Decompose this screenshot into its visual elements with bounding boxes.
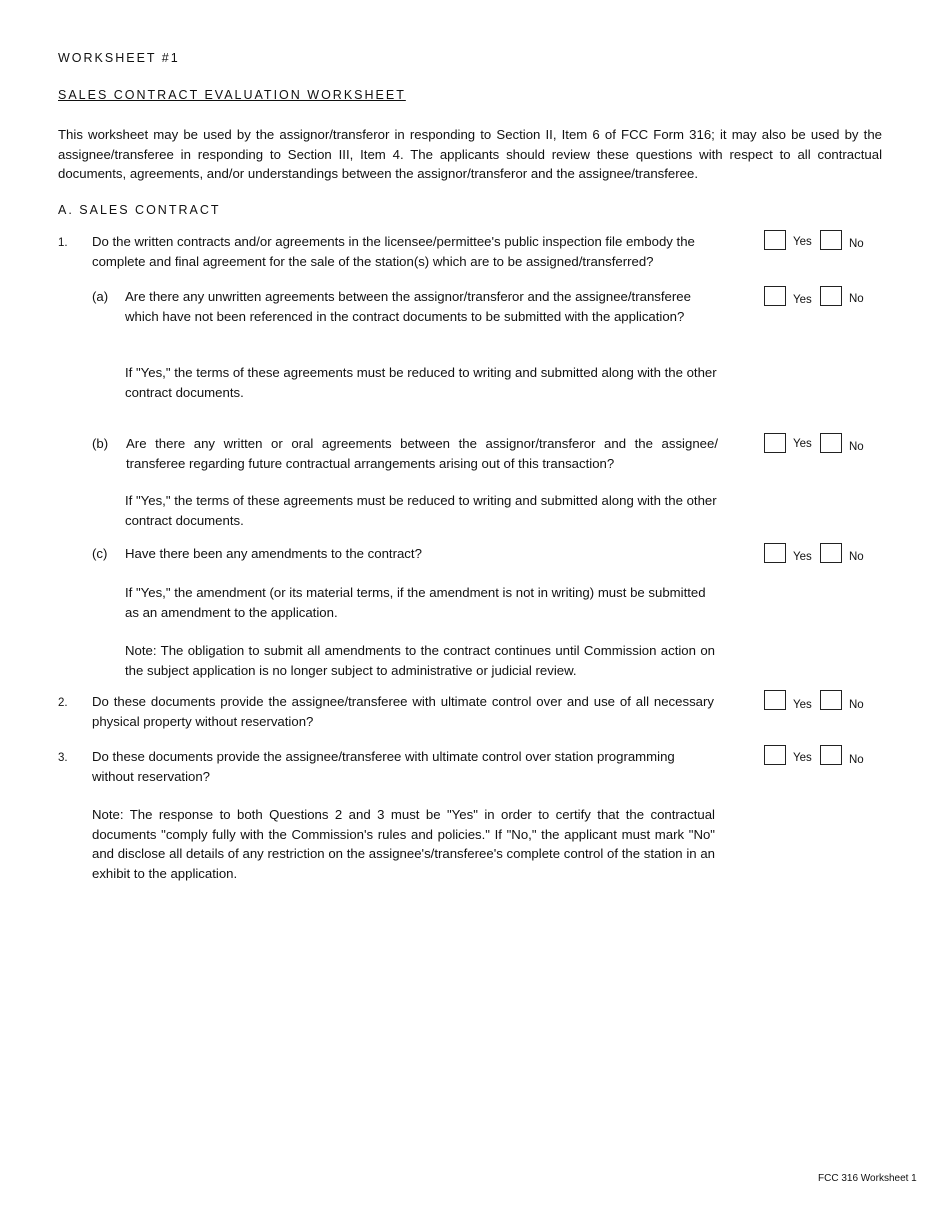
q1a-yes-checkbox[interactable]	[764, 286, 786, 306]
q1b-yes-checkbox[interactable]	[764, 433, 786, 453]
q1b-no-checkbox[interactable]	[820, 433, 842, 453]
worksheet-label: WORKSHEET #1	[58, 51, 180, 65]
question-3-note: Note: The response to both Questions 2 and 3 must be "Yes" in order to certify that the contractual documents "comply fully with the Commission's rules and policies." If "No," the applicant must mark "No" and disclose all details of any restriction on the assignee's/transferee's complete control of the station in an exhibit to the application.	[92, 807, 715, 881]
subquestion-label: (a)	[92, 289, 109, 304]
question-3-text: Do these documents provide the assignee/transferee with ultimate control over station programming without reservation?	[92, 749, 675, 784]
no-label: No	[849, 699, 864, 711]
q3-yes-checkbox[interactable]	[764, 745, 786, 765]
page-footer: FCC 316 Worksheet 1	[818, 1173, 917, 1184]
question-1a-followup: If "Yes," the terms of these agreements must be reduced to writing and submitted along with the other contract documents.	[125, 365, 717, 400]
q3-no-checkbox[interactable]	[820, 745, 842, 765]
question-number: 2.	[58, 697, 68, 709]
yes-label: Yes	[793, 438, 812, 450]
yes-label: Yes	[793, 551, 812, 563]
q2-yes-checkbox[interactable]	[764, 690, 786, 710]
question-1b-text: Are there any written or oral agreements between the assignor/transferor and the assignee/ transferee regarding future contractual arrangements arising out of this transaction?	[126, 436, 718, 471]
page-title: SALES CONTRACT EVALUATION WORKSHEET	[58, 88, 406, 102]
question-1c-note: Note: The obligation to submit all amendments to the contract continues until Commission action on the subject application is no longer subject to administrative or judicial review.	[125, 643, 715, 678]
question-2-text: Do these documents provide the assignee/transferee with ultimate control over and use of all necessary physical property without reservation?	[92, 694, 714, 729]
intro-paragraph: This worksheet may be used by the assignor/transferor in responding to Section II, Item 6 of FCC Form 316; it may also be used by the assignee/transferee in responding to Section III, Item 4. The applicants should review these questions with respect to all contractual documents, agreements, and/or understandings between the assignor/transferor and the assignee/transferee.	[58, 127, 882, 181]
yes-label: Yes	[793, 236, 812, 248]
subquestion-label: (c)	[92, 546, 108, 561]
question-1-text: Do the written contracts and/or agreements in the licensee/permittee's public inspection file embody the complete and final agreement for the sale of the station(s) which are to be assigned/transferred?	[92, 234, 695, 269]
question-number: 3.	[58, 752, 68, 764]
question-number: 1.	[58, 237, 68, 249]
question-1c-followup: If "Yes," the amendment (or its material terms, if the amendment is not in writing) must be submitted as an amendment to the application.	[125, 585, 706, 620]
no-label: No	[849, 754, 864, 766]
subquestion-label: (b)	[92, 436, 109, 451]
q1-yes-checkbox[interactable]	[764, 230, 786, 250]
no-label: No	[849, 293, 864, 305]
yes-label: Yes	[793, 752, 812, 764]
no-label: No	[849, 551, 864, 563]
q1-no-checkbox[interactable]	[820, 230, 842, 250]
no-label: No	[849, 238, 864, 250]
yes-label: Yes	[793, 294, 812, 306]
q1c-yes-checkbox[interactable]	[764, 543, 786, 563]
section-a-heading: A. SALES CONTRACT	[58, 203, 221, 217]
q1c-no-checkbox[interactable]	[820, 543, 842, 563]
question-1a-text: Are there any unwritten agreements between the assignor/transferor and the assignee/transferee which have not been referenced in the contract documents to be submitted with the application?	[125, 289, 691, 324]
question-1c-text: Have there been any amendments to the contract?	[125, 546, 422, 561]
question-1b-followup: If "Yes," the terms of these agreements must be reduced to writing and submitted along with the other contract documents.	[125, 493, 717, 528]
q1a-no-checkbox[interactable]	[820, 286, 842, 306]
no-label: No	[849, 441, 864, 453]
q2-no-checkbox[interactable]	[820, 690, 842, 710]
yes-label: Yes	[793, 699, 812, 711]
